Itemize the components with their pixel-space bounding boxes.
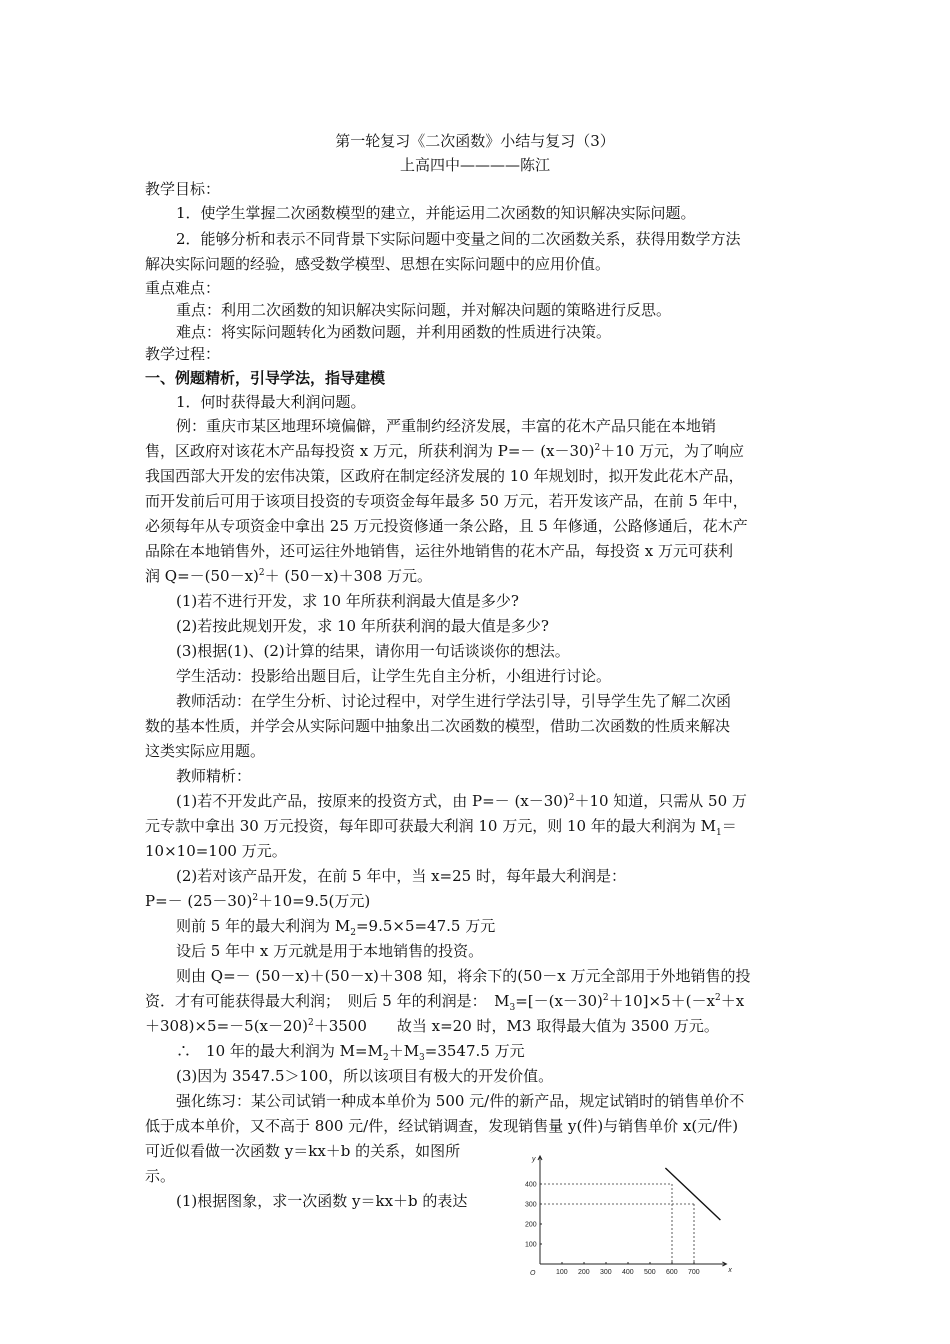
analysis-line: $P=- (25-30)^2+10=9.5$(万元): [145, 892, 371, 910]
section-heading: 一、例题精析，引导学法，指导建模: [145, 369, 386, 387]
process-heading: 教学过程：: [145, 345, 221, 363]
analysis-line: (2)若对该产品开发，在前 5 年中，当 x=25 时，每年最大利润是：: [176, 867, 626, 885]
example-line: 润 $Q=-(50-x)^2+ (50-x)+308$ 万元。: [145, 567, 433, 585]
origin-label: O: [530, 1270, 536, 1277]
x-tick-label: 100: [556, 1269, 568, 1276]
goal-1: 1．使学生掌握二次函数模型的建立，并能运用二次函数的知识解决实际问题。: [176, 204, 696, 222]
goals-heading: 教学目标：: [145, 180, 221, 198]
hard-point: 难点：将实际问题转化为函数问题，并利用函数的性质进行决策。: [176, 323, 612, 341]
difficulty-heading: 重点难点：: [145, 279, 221, 297]
analysis-line: 资．才有可能获得最大利润； 则后 5 年的利润是： $M_3=[-(x-30)^2+10]\times 5+(-x^2+x$: [145, 992, 745, 1013]
y-tick-label: 300: [525, 1201, 537, 1209]
doc-title: 第一轮复习《二次函数》小结与复习（3）: [335, 132, 615, 150]
student-activity: 学生活动：投影给出题目后，让学生先自主分析，小组进行讨论。: [176, 667, 612, 685]
example-line: 售，区政府对该花木产品每投资 x 万元，所获利润为 $P=- (x-30)^2+10$ 万元，为了响应: [145, 442, 745, 460]
teacher-activity: 数的基本性质，并学会从实际问题中抽象出二次函数的模型，借助二次函数的性质来解决: [145, 717, 731, 735]
y-axis-label: y: [532, 1156, 536, 1163]
analysis-line: ∴ 10 年的最大利润为 $M=M_2+M_3=3547.5$ 万元: [176, 1042, 525, 1063]
analysis-line: $+308)\times 5=-5(x-20)^2+3500$ 故当 x=20 时，M3 取得最大值为 3500 万元。: [145, 1017, 719, 1035]
x-tick-label: 200: [578, 1269, 590, 1276]
x-tick-label: 500: [644, 1269, 656, 1276]
question-3: (3)根据(1)、(2)计算的结果，请你用一句话谈谈你的想法。: [176, 642, 570, 660]
practice-line: (1)根据图象，求一次函数 y＝kx＋b 的表达: [176, 1192, 468, 1210]
analysis-heading: 教师精析：: [176, 767, 252, 785]
question-2: (2)若按此规划开发，求 10 年所获利润的最大值是多少?: [176, 617, 549, 635]
y-tick-label: 100: [525, 1241, 537, 1249]
example-line: 我国西部大开发的宏伟决策，区政府在制定经济发展的 10 年规划时，拟开发此花木产品，: [145, 467, 744, 485]
goal-2-line2: 解决实际问题的经验，感受数学模型、思想在实际问题中的应用价值。: [145, 255, 611, 273]
practice-line: 可近似看做一次函数 y＝kx＋b 的关系，如图所: [145, 1142, 461, 1160]
teacher-activity: 教师活动：在学生分析、讨论过程中，对学生进行学法引导，引导学生先了解二次函: [176, 692, 732, 710]
y-tick-label: 200: [525, 1221, 537, 1229]
example-line: 必须每年从专项资金中拿出 25 万元投资修通一条公路，且 5 年修通，公路修通后，花木产: [145, 517, 748, 535]
goal-2-line1: 2．能够分析和表示不同背景下实际问题中变量之间的二次函数关系，获得用数学方法: [176, 230, 741, 248]
doc-author: 上高四中————陈江: [399, 156, 550, 174]
question-1: (1)若不进行开发，求 10 年所获利润最大值是多少?: [176, 592, 519, 610]
example-line: 品除在本地销售外，还可运往外地销售，运往外地销售的花木产品，每投资 x 万元可获利: [145, 542, 733, 560]
analysis-line: 10×10=100 万元。: [145, 842, 287, 860]
analysis-line: (1)若不开发此产品，按原来的投资方式，由 $P=- (x-30)^2+10$ 知道，只需从 50 万: [176, 792, 747, 810]
analysis-line: 设后 5 年中 x 万元就是用于本地销售的投资。: [176, 942, 484, 960]
analysis-line: (3)因为 3547.5＞100，所以该项目有极大的开发价值。: [176, 1067, 554, 1085]
example-line: 例：重庆市某区地理环境偏僻，严重制约经济发展，丰富的花木产品只能在本地销: [176, 417, 717, 435]
x-tick-label: 400: [622, 1269, 634, 1276]
practice-line: 低于成本单价，又不高于 800 元/件，经试销调查，发现销售量 y(件)与销售单价 x(元/件): [145, 1117, 739, 1135]
key-point: 重点：利用二次函数的知识解决实际问题，并对解决问题的策略进行反思。: [176, 301, 672, 319]
x-axis-label: x: [728, 1267, 732, 1274]
analysis-line: 元专款中拿出 30 万元投资，每年即可获最大利润 10 万元，则 10 年的最大利润为 $M_1=$: [145, 817, 737, 838]
x-tick-label: 600: [666, 1269, 678, 1276]
practice-line: 示。: [145, 1167, 176, 1185]
sales-price-graph: [512, 1152, 732, 1284]
therefore-symbol: ∴: [176, 1042, 192, 1060]
example-line: 而开发前后可用于该项目投资的专项资金每年最多 50 万元，若开发该产品，在前 5 年中，: [145, 492, 748, 510]
linear-function-line: [665, 1168, 720, 1220]
topic-1: 1．何时获得最大利润问题。: [176, 393, 366, 411]
x-tick-label: 300: [600, 1269, 612, 1276]
practice-line: 强化练习：某公司试销一种成本单价为 500 元/件的新产品，规定试销时的销售单价不: [176, 1092, 745, 1110]
analysis-line: 则前 5 年的最大利润为 $M_2=9.5\times 5=47.5$ 万元: [176, 917, 496, 938]
teacher-activity: 这类实际应用题。: [145, 742, 266, 760]
analysis-line: 则由 Q=－ (50－x)＋(50－x)＋308 知，将余下的(50－x 万元全部用于外地销售的投: [176, 967, 751, 985]
y-tick-label: 400: [525, 1181, 537, 1189]
x-tick-label: 700: [688, 1269, 700, 1276]
